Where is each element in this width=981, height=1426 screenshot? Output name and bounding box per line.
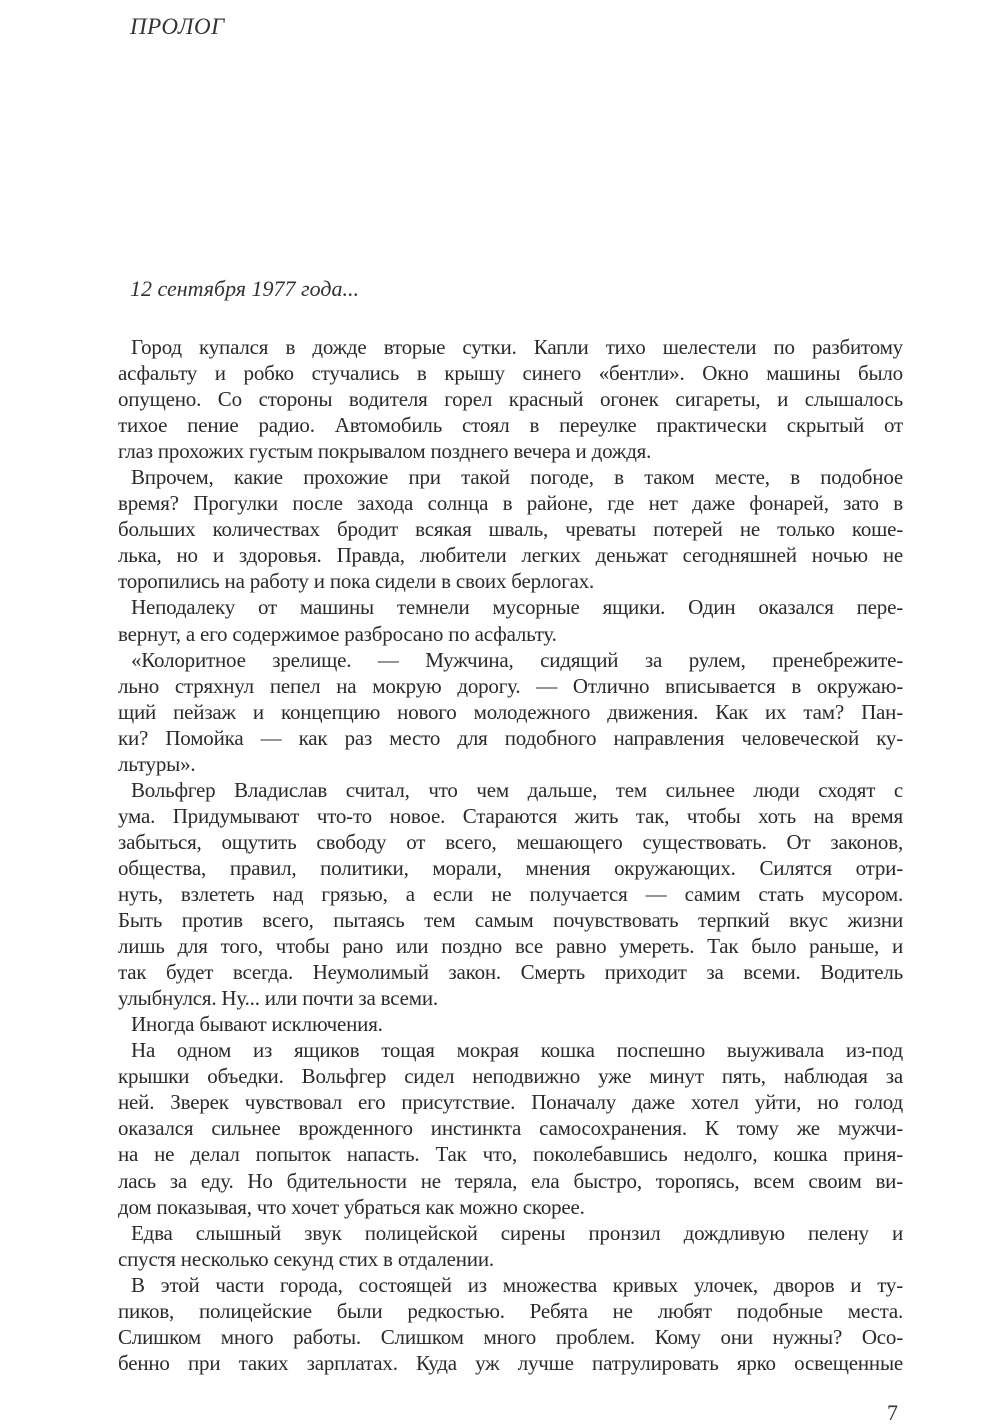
text-line: нуть, взлететь над грязью, а если не получается — самим стать мусором. xyxy=(118,881,903,906)
paragraph xyxy=(118,594,903,646)
text-line: тихое пение радио. Автомобиль стоял в переулке практически скрытый от xyxy=(118,413,903,438)
text-line: опущено. Со стороны водителя горел красный огонек сигареты, и слышалось xyxy=(118,387,903,412)
text-line: Быть против всего, пытаясь тем самым почувствовать терпкий вкус жизни xyxy=(118,908,903,933)
text-line: торопились на работу и пока сидели в своих берлогах. xyxy=(118,569,595,594)
text-line: больших количествах бродит всякая шваль, чреваты потерей не только коше- xyxy=(118,517,903,542)
text-line: общества, правил, политики, морали, мнения окружающих. Силятся отри- xyxy=(118,855,903,880)
text-line: забыться, ощутить свободу от всего, мешающего существовать. От законов, xyxy=(118,829,903,854)
text-line: На одном из ящиков тощая мокрая кошка поспешно выуживала из-под xyxy=(131,1038,903,1063)
paragraph xyxy=(118,1037,903,1219)
text-line: спустя несколько секунд стих в отдалении. xyxy=(118,1246,494,1271)
paragraph xyxy=(118,777,903,1011)
page-number: 7 xyxy=(887,1400,898,1425)
text-line: Иногда бывают исключения. xyxy=(131,1012,383,1037)
text-line: «Колоритное зрелище. — Мужчина, сидящий за рулем, пренебрежите- xyxy=(131,647,903,672)
date-line: 12 сентября 1977 года... xyxy=(130,276,359,301)
text-line: ума. Придумывают что-то новое. Стараются жить так, чтобы хоть на время xyxy=(118,803,903,828)
text-line: крышки объедки. Вольфгер сидел неподвижно уже минут пять, наблюдая за xyxy=(118,1064,903,1089)
chapter-header: ПРОЛОГ xyxy=(130,14,225,39)
paragraph xyxy=(118,1011,903,1037)
text-line: Вольфгер Владислав считал, что чем дальше, тем сильнее люди сходят с xyxy=(131,777,903,802)
text-line: Впрочем, какие прохожие при такой погоде, в таком месте, в подобное xyxy=(131,465,903,490)
text-line: Неподалеку от машины темнели мусорные ящики. Один оказался пере- xyxy=(131,595,903,620)
text-line: асфальту и робко стучались в крышу синего «бентли». Окно машины было xyxy=(118,361,903,386)
text-line: дом показывая, что хочет убраться как можно скорее. xyxy=(118,1194,585,1219)
text-line: Едва слышный звук полицейской сирены пронзил дождливую пелену и xyxy=(131,1220,903,1245)
text-line: глаз прохожих густым покрывалом позднего вечера и дождя. xyxy=(118,439,652,464)
text-line: Слишком много работы. Слишком много проблем. Кому они нужны? Осо- xyxy=(118,1324,903,1349)
paragraph xyxy=(118,1272,903,1376)
text-line: вернут, а его содержимое разбросано по асфальту. xyxy=(118,621,557,646)
text-line: щий пейзаж и концепцию нового молодежного движения. Как их там? Пан- xyxy=(118,699,903,724)
paragraph xyxy=(118,334,903,464)
text-line: время? Прогулки после захода солнца в районе, где нет даже фонарей, зато в xyxy=(118,491,903,516)
paragraph xyxy=(118,464,903,594)
text-line: на не делал попыток напасть. Так что, поколебавшись недолго, кошка приня- xyxy=(118,1142,903,1167)
text-line: оказался сильнее врожденного инстинкта самосохранения. К тому же мужчи- xyxy=(118,1116,903,1141)
text-line: бенно при таких зарплатах. Куда уж лучше патрулировать ярко освещенные xyxy=(118,1350,903,1375)
text-line: ней. Зверек чувствовал его присутствие. Поначалу даже хотел уйти, но голод xyxy=(118,1090,903,1115)
paragraph xyxy=(118,1220,903,1272)
text-line: льно стряхнул пепел на мокрую дорогу. — Отлично вписывается в окружаю- xyxy=(118,673,903,698)
text-line: лась за еду. Но бдительности не теряла, ела быстро, торопясь, всем своим ви- xyxy=(118,1168,903,1193)
text-line: так будет всегда. Неумолимый закон. Смерть приходит за всеми. Водитель xyxy=(118,960,903,985)
body-text xyxy=(118,334,903,1376)
text-line: ки? Помойка — как раз место для подобного направления человеческой ку- xyxy=(118,725,903,750)
text-line: лька, но и здоровья. Правда, любители легких деньжат сегодняшней ночью не xyxy=(118,543,903,568)
text-line: улыбнулся. Ну... или почти за всеми. xyxy=(118,986,438,1011)
text-line: Город купался в дожде вторые сутки. Капли тихо шелестели по разбитому xyxy=(131,335,903,359)
paragraph xyxy=(118,647,903,777)
text-line: В этой части города, состоящей из множества кривых улочек, дворов и ту- xyxy=(131,1272,903,1297)
text-line: лишь для того, чтобы рано или поздно все равно умереть. Так было раньше, и xyxy=(118,934,903,959)
text-line: льтуры». xyxy=(118,751,196,776)
text-line: пиков, полицейские были редкостью. Ребята не любят подобные места. xyxy=(118,1298,903,1323)
